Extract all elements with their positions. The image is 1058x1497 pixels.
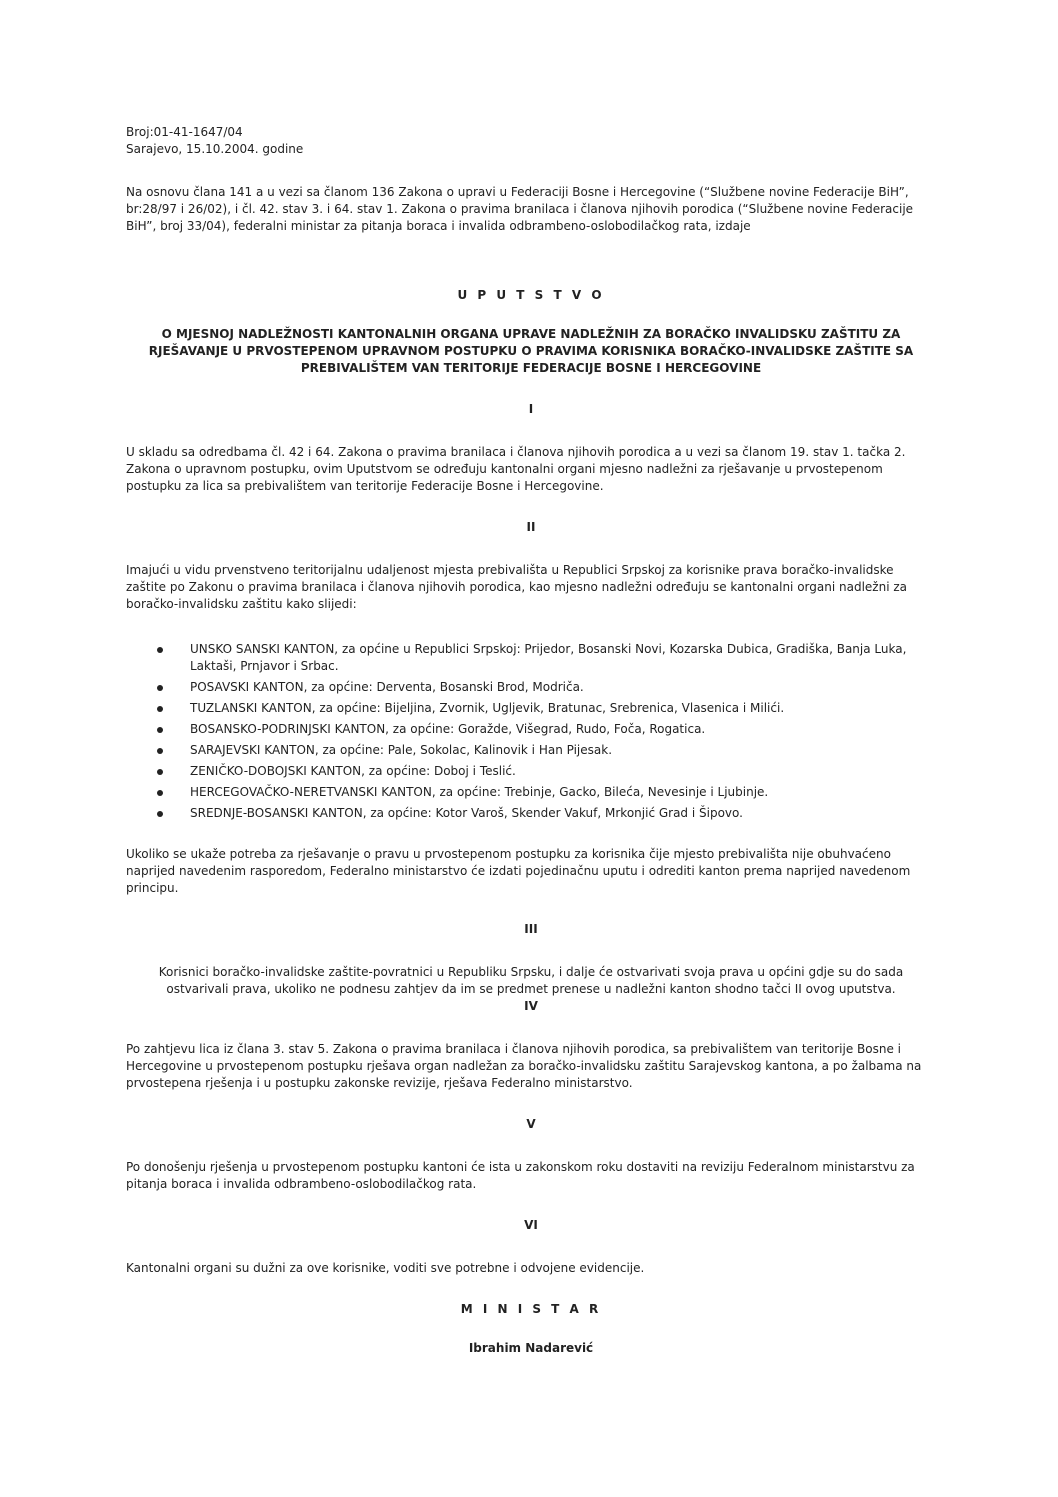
bullet-icon: [157, 769, 163, 775]
document-title: U P U T S T V O: [457, 288, 605, 302]
list-item-text: TUZLANSKI KANTON, za općine: Bijeljina, Zvornik, Ugljevik, Bratunac, Srebrenica, Vlasenica i Milići.: [190, 701, 785, 715]
section-2-outro: Ukoliko se ukaže potreba za rješavanje o pravu u prvostepenom postupku za korisnika čije mjesto prebivališta nije obuhvaćeno naprijed navedenim rasporedom, Federalno ministarstvo će izdati pojedinačnu uputu i odrediti kanton prema naprijed navedenom principu.: [126, 847, 911, 895]
signature-role: M I N I S T A R: [460, 1302, 602, 1316]
section-4-paragraph: Po zahtjevu lica iz člana 3. stav 5. Zakona o pravima branilaca i članova njihovih porodica, sa prebivalištem van teritorije Bosne i Hercegovine u prvostepenom postupku rješava organ nadležan za boračko-invalidsku zaštitu Sarajevskog kantona, a po žalbama na prvostepena rješenja i u postupku zakonske revizije, rješava Federalno ministarstvo.: [126, 1042, 922, 1090]
list-item-text: ZENIČKO-DOBOJSKI KANTON, za općine: Doboj i Teslić.: [190, 764, 516, 778]
section-2-intro: Imajući u vidu prvenstveno teritorijalnu udaljenost mjesta prebivališta u Republici Srpskoj za korisnike prava boračko-invalidske zaštite po Zakonu o pravima branilaca i članova njihovih porodica, kao mjesno nadležni određuju se kantonalni organi nadležni za boračko-invalidsku zaštitu kako slijedi:: [126, 563, 907, 611]
list-item: [126, 641, 936, 675]
list-item: [126, 763, 936, 780]
section-1-paragraph: U skladu sa odredbama čl. 42 i 64. Zakona o pravima branilaca i članova njihovih porodica a u vezi sa članom 19. stav 1. tačka 2. Zakona o upravnom postupku, ovim Uputstvom se određuju kantonalni organi mjesno nadležni za rješavanje u prvostepenom postupku za lica sa prebivalištem van teritorije Federacije Bosne i Hercegovine.: [126, 445, 906, 493]
bullet-icon: [157, 647, 163, 653]
bullet-icon: [157, 790, 163, 796]
list-item-text: SARAJEVSKI KANTON, za općine: Pale, Sokolac, Kalinovik i Han Pijesak.: [190, 743, 613, 757]
list-item: [126, 805, 936, 822]
section-5-paragraph: Po donošenju rješenja u prvostepenom postupku kantoni će ista u zakonskom roku dostaviti na reviziju Federalnom ministarstvu za pitanja boraca i invalida odbrambeno-oslobodilačkog rata.: [126, 1160, 915, 1191]
bullet-icon: [157, 706, 163, 712]
canton-list: [126, 641, 936, 822]
section-numeral-1: I: [528, 402, 534, 416]
document-subtitle: O MJESNOJ NADLEŽNOSTI KANTONALNIH ORGANA UPRAVE NADLEŽNIH ZA BORAČKO INVALIDSKU ZAŠTITU ZA RJEŠAVANJE U PRVOSTEPENOM UPRAVNOM POSTUPKU O PRAVIMA KORISNIKA BORAČKO-INVALIDSKE ZAŠTITE SA PREBIVALIŠTEM VAN TERITORIJE FEDERACIJE BOSNE I HERCEGOVINE: [148, 327, 914, 375]
bullet-icon: [157, 727, 163, 733]
list-item-text: BOSANSKO-PODRINJSKI KANTON, za općine: Goražde, Višegrad, Rudo, Foča, Rogatica.: [190, 722, 706, 736]
list-item-text: UNSKO SANSKI KANTON, za općine u Republici Srpskoj: Prijedor, Bosanski Novi, Kozarska Dubica, Gradiška, Banja Luka, Laktaši, Prnjavor i Srbac.: [190, 642, 907, 673]
list-item: [126, 700, 936, 717]
list-item: [126, 721, 936, 738]
list-item-text: SREDNJE-BOSANSKI KANTON, za općine: Kotor Varoš, Skender Vakuf, Mrkonjić Grad i Šipovo.: [190, 806, 743, 820]
bullet-icon: [157, 748, 163, 754]
list-item: [126, 784, 936, 801]
document-body: [126, 124, 936, 1357]
list-item-text: POSAVSKI KANTON, za općine: Derventa, Bosanski Brod, Modriča.: [190, 680, 584, 694]
list-item: [126, 742, 936, 759]
section-numeral-4: IV: [524, 999, 538, 1013]
bullet-icon: [157, 685, 163, 691]
section-numeral-6: VI: [524, 1218, 538, 1232]
section-3-paragraph: Korisnici boračko-invalidske zaštite-povratnici u Republiku Srpsku, i dalje će ostvarivati svoja prava u općini gdje su do sada ostvarivali prava, ukoliko ne podnesu zahtjev da im se predmet prenese u nadležni kanton shodno tačci II ovog uputstva.: [158, 965, 904, 996]
signature-name: Ibrahim Nadarević: [468, 1341, 594, 1355]
list-item: [126, 679, 936, 696]
list-item-text: HERCEGOVAČKO-NERETVANSKI KANTON, za općine: Trebinje, Gacko, Bileća, Nevesinje i Ljubinje.: [190, 785, 769, 799]
section-numeral-2: II: [526, 520, 536, 534]
bullet-icon: [157, 811, 163, 817]
document-number: Broj:01-41-1647/04: [126, 125, 243, 139]
section-6-paragraph: Kantonalni organi su dužni za ove korisnike, voditi sve potrebne i odvojene evidencije.: [126, 1261, 645, 1275]
preamble-paragraph: Na osnovu člana 141 a u vezi sa članom 136 Zakona o upravi u Federaciji Bosne i Hercegovine (“Službene novine Federacije BiH”, br:28/97 i 26/02), i čl. 42. stav 3. i 64. stav 1. Zakona o pravima branilaca i članova njihovih porodica (“Službene novine Federacije BiH”, broj 33/04), federalni ministar za pitanja boraca i invalida odbrambeno-oslobodilačkog rata, izdaje: [126, 185, 914, 233]
section-numeral-5: V: [526, 1117, 536, 1131]
section-numeral-3: III: [524, 922, 538, 936]
document-place-date: Sarajevo, 15.10.2004. godine: [126, 142, 304, 156]
